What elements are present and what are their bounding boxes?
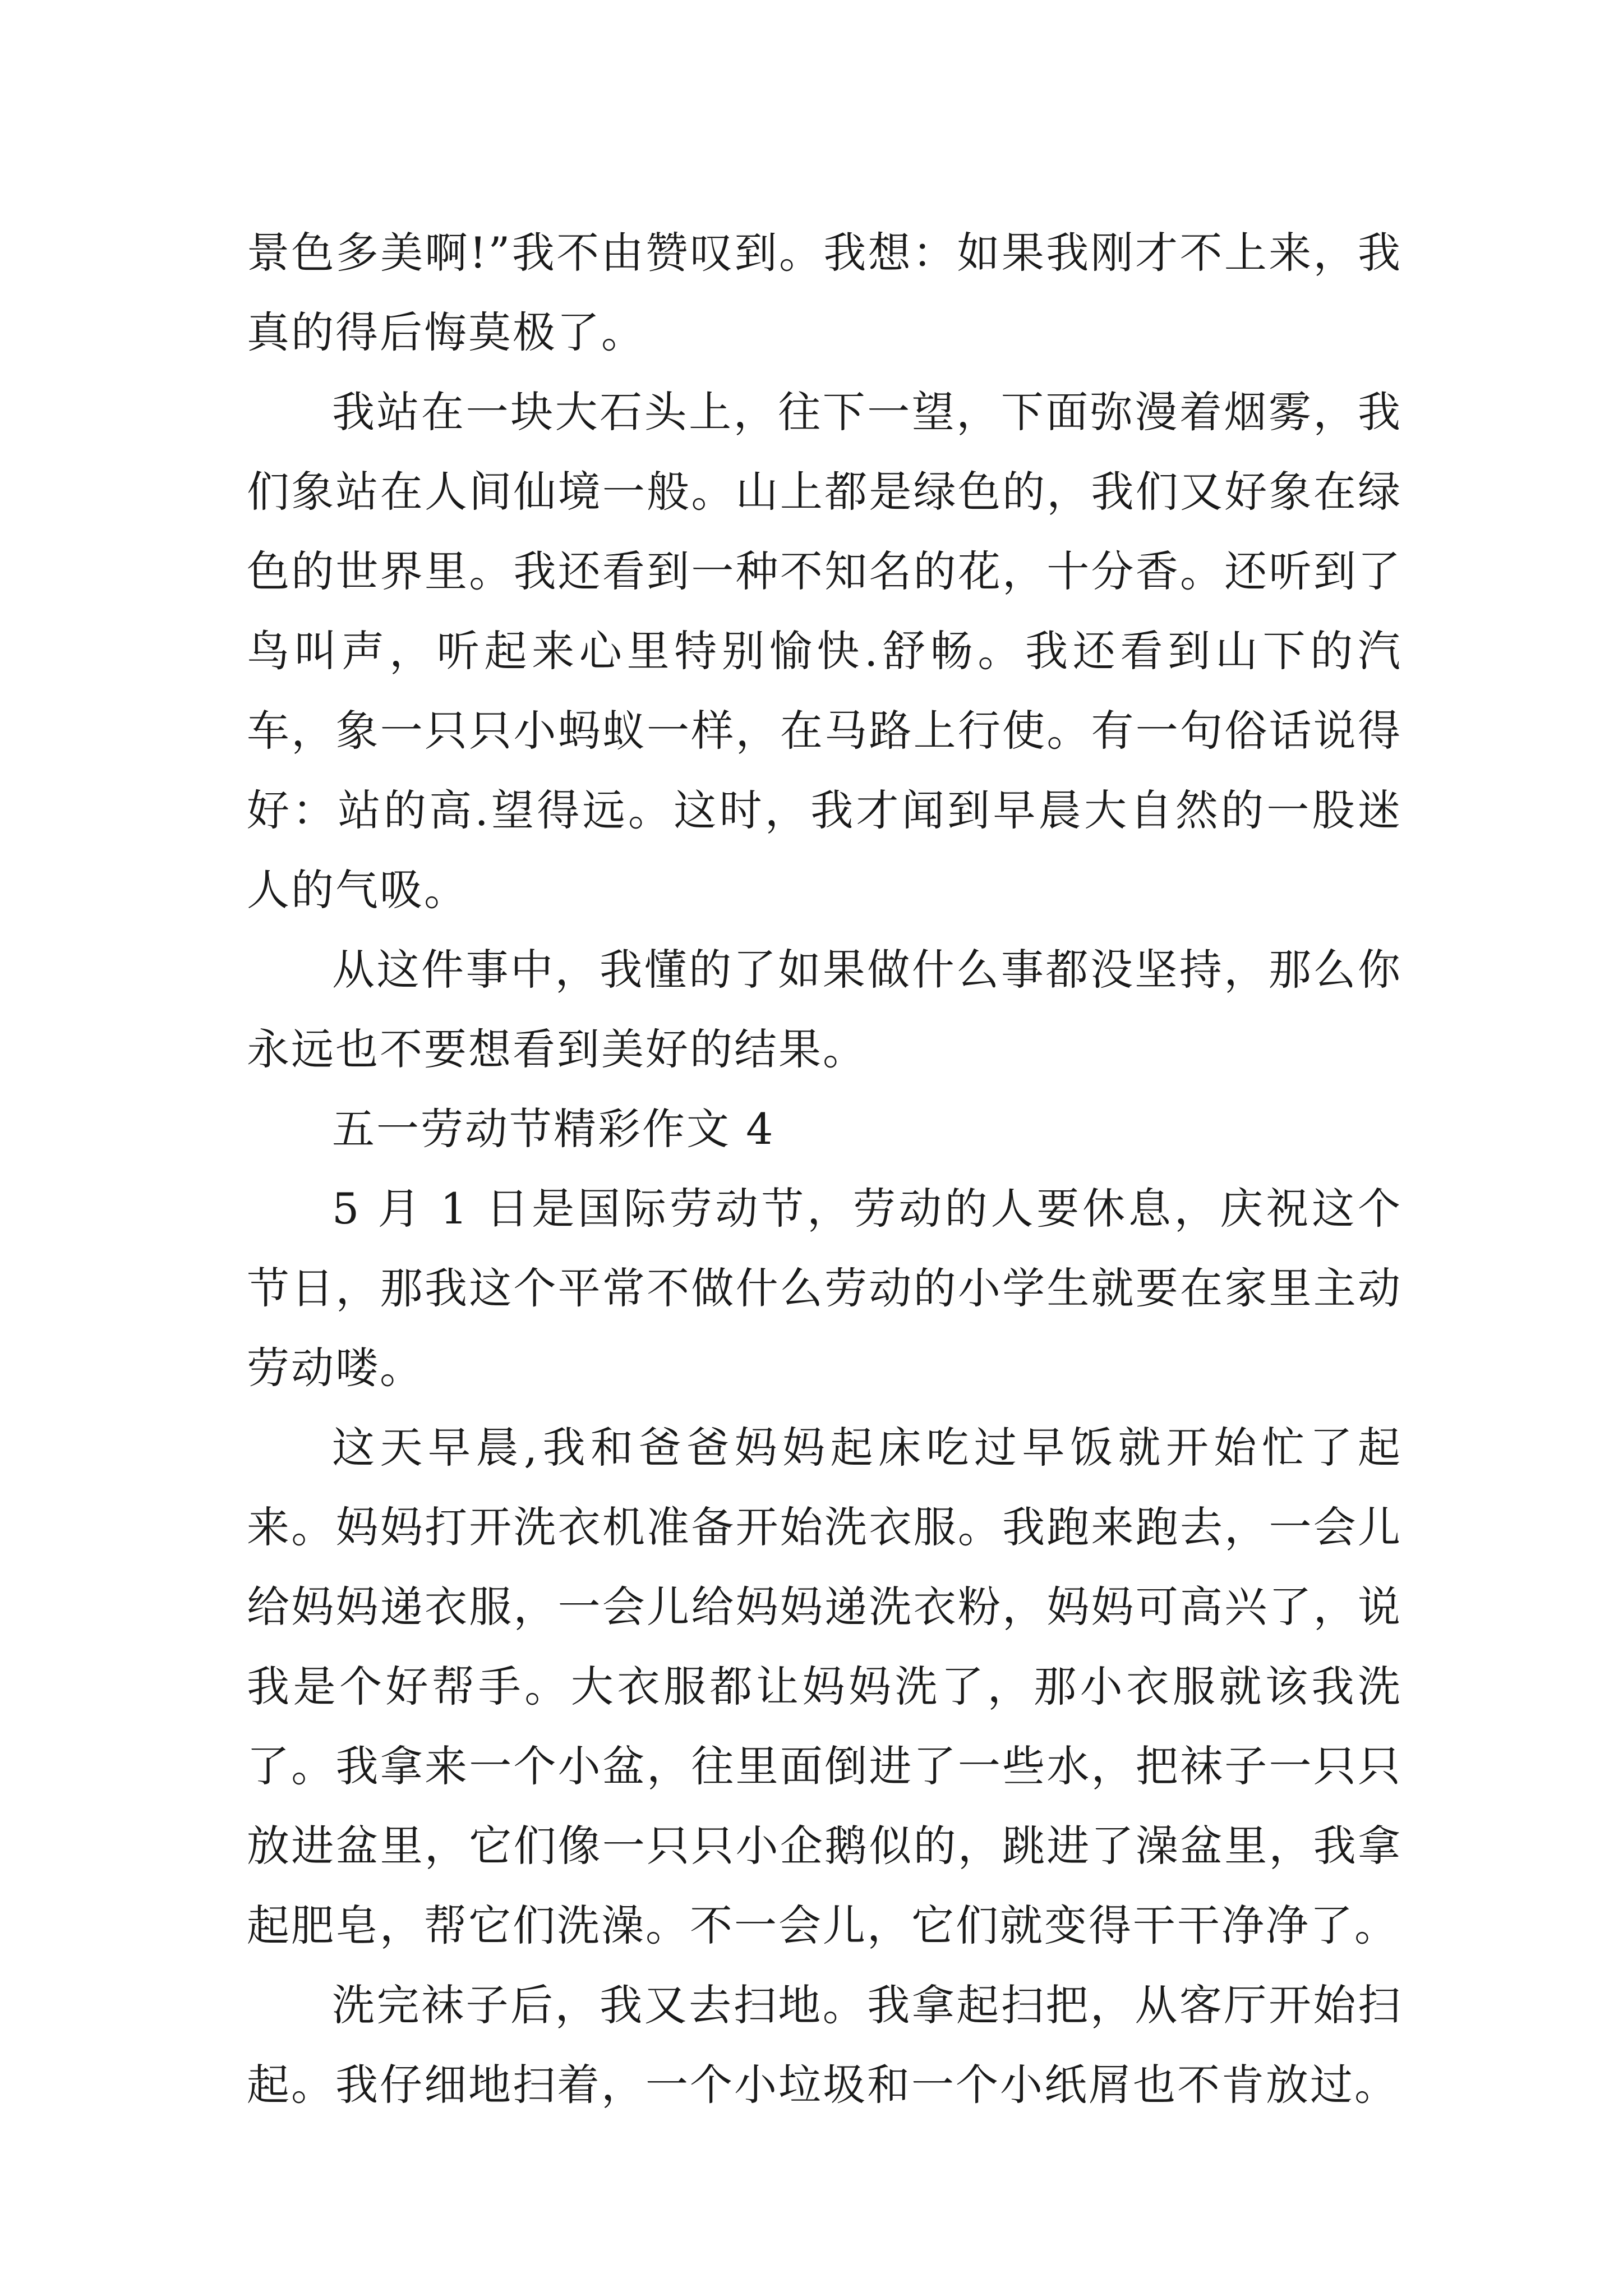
- paragraph: 从这件事中，我懂的了如果做什么事都没坚持，那么你永远也不要想看到美好的结果。: [247, 945, 1402, 1074]
- paragraph: 我站在一块大石头上，往下一望，下面弥漫着烟雾，我们象站在人间仙境一般。山上都是绿色的，我们又好象在绿色的世界里。我还看到一种不知名的花，十分香。还听到了鸟叫声，听起来心里特别愉快.舒畅。我还看到山下的汽车，象一只只小蚂蚁一样，在马路上行使。有一句俗话说得好：站的高.望得远。这时，我才闻到早晨大自然的一股迷人的气吸。: [247, 387, 1402, 915]
- document-body: [247, 213, 1402, 2125]
- section-heading: 五一劳动节精彩作文 4: [332, 1104, 775, 1154]
- paragraph: 这天早晨,我和爸爸妈妈起床吃过早饭就开始忙了起来。妈妈打开洗衣机准备开始洗衣服。我跑来跑去，一会儿给妈妈递衣服，一会儿给妈妈递洗衣粉，妈妈可高兴了，说我是个好帮手。大衣服都让妈妈洗了，那小衣服就该我洗了。我拿来一个小盆，往里面倒进了一些水，把袜子一只只放进盆里，它们像一只只小企鹅似的，跳进了澡盆里，我拿起肥皂，帮它们洗澡。不一会儿，它们就变得干干净净了。: [247, 1423, 1402, 1950]
- paragraph: 5 月 1 日是国际劳动节，劳动的人要休息，庆祝这个节日，那我这个平常不做什么劳动的小学生就要在家里主动劳动喽。: [247, 1184, 1402, 1393]
- paragraph: 景色多美啊!”我不由赞叹到。我想：如果我刚才不上来，我真的得后悔莫极了。: [247, 228, 1402, 357]
- paragraph: 洗完袜子后，我又去扫地。我拿起扫把，从客厅开始扫起。我仔细地扫着，一个小垃圾和一个小纸屑也不肯放过。: [247, 1980, 1402, 2110]
